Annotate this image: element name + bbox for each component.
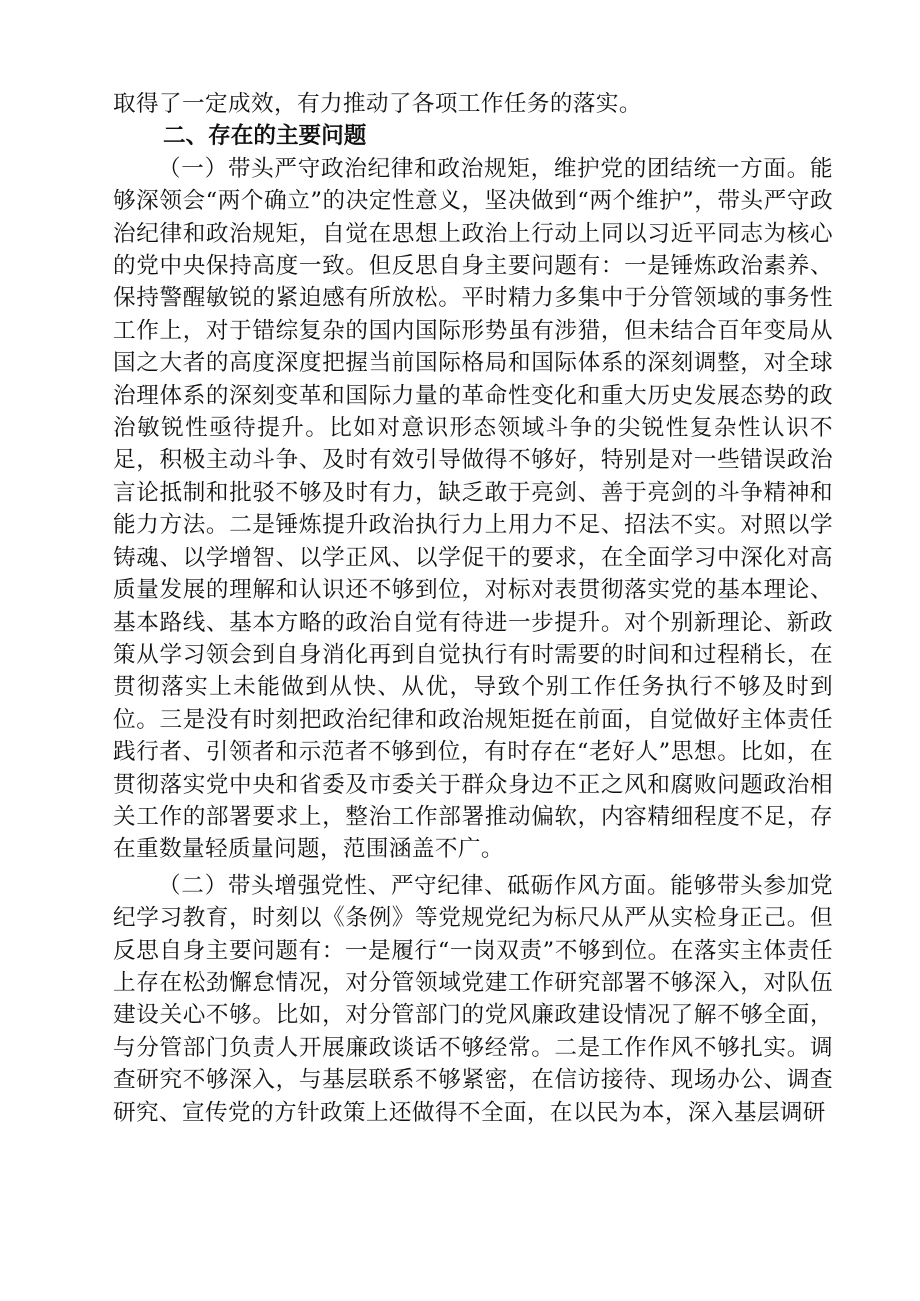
intro-tail-paragraph: 取得了一定成效，有力推动了各项工作任务的落实。: [113, 91, 642, 117]
section-heading: 二、存在的主要问题: [163, 123, 367, 150]
paragraph-political-discipline: （一）带头严守政治纪律和政治规矩，维护党的团结统一方面。能够深领会“两个确立”的决定性意义，坚决做到“两个维护”，带头严守政治纪律和政治规矩，自觉在思想上政治上行动上同以习近平同志为核心的党中央保持高度一致。但反思自身主要问题有：一是锤炼政治素养、保持警醒敏锐的紧迫感有所放松。平时精力多集中于分管领域的事务性工作上，对于错综复杂的国内国际形势虽有涉猎，但未结合百年变局从国之大者的高度深度把握当前国际格局和国际体系的深刻调整，对全球治理体系的深刻变革和国际力量的革命性变化和重大历史发展态势的政治敏锐性亟待提升。比如对意识形态领域斗争的尖锐性复杂性认识不足，积极主动斗争、及时有效引导做得不够好，特别是对一些错误政治言论抵制和批驳不够及时有力，缺乏敢于亮剑、善于亮剑的斗争精神和能力方法。二是锤炼提升政治执行力上用力不足、招法不实。对照以学铸魂、以学增智、以学正风、以学促干的要求，在全面学习中深化对高质量发展的理解和认识还不够到位，对标对表贯彻落实党的基本理论、基本路线、基本方略的政治自觉有待进一步提升。对个别新理论、新政策从学习领会到自身消化再到自觉执行有时需要的时间和过程稍长，在贯彻落实上未能做到从快、从优，导致个别工作任务执行不够及时到位。三是没有时刻把政治纪律和政治规矩挺在前面，自觉做好主体责任践行者、引领者和示范者不够到位，有时存在“老好人”思想。比如，在贯彻落实党中央和省委及市委关于群众身边不正之风和腐败问题政治相关工作的部署要求上，整治工作部署推动偏软，内容精细程度不足，存在重数量轻质量问题，范围涵盖不广。: [113, 155, 833, 863]
document-body: [113, 88, 833, 1129]
paragraph-party-spirit: （二）带头增强党性、严守纪律、砥砺作风方面。能够带头参加党纪学习教育，时刻以《条例》等党规党纪为标尺从严从实检身正己。但反思自身主要问题有：一是履行“一岗双责”不够到位。在落实主体责任上存在松劲懈怠情况，对分管领域党建工作研究部署不够深入，对队伍建设关心不够。比如，对分管部门的党风廉政建设情况了解不够全面，与分管部门负责人开展廉政谈话不够经常。二是工作作风不够扎实。调查研究不够深入，与基层联系不够紧密，在信访接待、现场办公、调查研究、宣传党的方针政策上还做得不全面，在以民为本，深入基层调研: [113, 872, 833, 1126]
